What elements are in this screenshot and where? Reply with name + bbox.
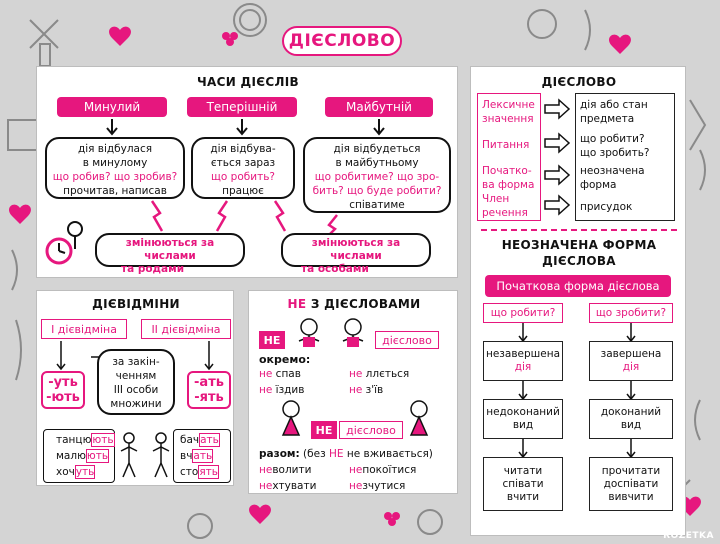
conjugation-second-scroll (173, 429, 231, 483)
tense-future-question-1: що робитиме? що зро- (314, 171, 440, 183)
verb-prop-right-0-1: дія або стан (580, 99, 648, 111)
sunflower-icon (418, 510, 442, 534)
infinitive-left-1 (483, 399, 563, 439)
watermark: ROZETKA (663, 531, 714, 541)
ne-together-2: непокоїтися (349, 464, 417, 476)
tense-present-question: що робить? (211, 171, 275, 183)
conjugation-first-example-1: малюють (56, 450, 109, 462)
verb-props-panel (470, 66, 686, 536)
verb-prop-left-2 (482, 164, 534, 192)
wheat-icon (585, 10, 590, 50)
infinitive-right-2-3: вивчити (608, 490, 654, 503)
infinitive-right-0-2: дія (622, 361, 640, 373)
infinitive-right-1 (589, 399, 673, 439)
conjugation-first-ending-2: -ють (46, 390, 80, 405)
tense-note-left-1: змінюються за числами (125, 237, 215, 262)
verb-prop-left-2-1: Початко- (482, 165, 532, 177)
infinitive-right-1-2: вид (620, 419, 642, 431)
infinitive-right-0 (589, 341, 673, 381)
tense-future-example: співатиме (349, 199, 405, 211)
infinitive-left-2 (483, 457, 563, 511)
tense-future-question-2: бить? що буде робити? (312, 185, 442, 197)
verb-prop-left-3-2: речення (482, 207, 528, 219)
ne-label-top: НЕ (259, 331, 285, 349)
ne-together-heading (259, 447, 433, 461)
conjugation-center-4: множини (110, 398, 162, 410)
conjugation-second-endings (187, 371, 231, 409)
tense-future-tag: Майбутній (325, 97, 433, 117)
verb-prop-right-2-2: форма (580, 179, 617, 191)
verb-prop-right-1-1: що робити? (580, 133, 645, 145)
clock-icon (41, 217, 91, 269)
verb-prop-right-3-1: присудок (580, 201, 633, 213)
infinitive-right-0-1: завершена (600, 348, 662, 360)
tense-present-desc-2: ється зараз (210, 157, 276, 169)
infinitive-heading (471, 237, 687, 269)
ne-together-1: нехтувати (259, 480, 317, 492)
ending-highlight: ють (92, 434, 114, 446)
tense-note-right (281, 233, 431, 275)
tense-past-example: прочитав, написав (63, 185, 167, 197)
tense-past-cloud (45, 137, 185, 199)
verb-prop-left-0-1: Лексичне (482, 99, 535, 111)
infinitive-left-1-1: недоконаний (486, 406, 560, 418)
conjugation-heading: ДІЄВІДМІНИ (92, 297, 180, 311)
infinitive-left-2-3: вчити (506, 490, 540, 503)
infinitive-heading-1: НЕОЗНАЧЕНА ФОРМА (501, 238, 657, 252)
conjugation-second-ending-1: -ать (194, 375, 224, 390)
page-title: ДІЄСЛОВО (282, 26, 402, 56)
sunflower-icon (528, 10, 556, 38)
tense-future-desc-1: дія відбудеться (333, 143, 421, 155)
conjugation-second-example-1: вчать (180, 450, 213, 462)
infinitive-left-0-2: дія (514, 361, 532, 373)
tense-present-desc-1: дія відбува- (210, 143, 276, 155)
verb-prop-right-3 (580, 200, 632, 214)
sunflower-icon (188, 514, 212, 538)
infinitive-heading-2: ДІЄСЛОВА (542, 254, 616, 268)
ne-heading (249, 297, 459, 311)
wheat-icon (695, 400, 700, 440)
windmill-icon (30, 20, 58, 66)
girl-icon (273, 399, 309, 445)
conjugation-first-endings (41, 371, 85, 409)
ne-verb-label-bottom: дієслово (339, 421, 403, 439)
conjugation-panel (36, 290, 234, 486)
conjugation-first-example-0: танцюють (56, 434, 114, 446)
conjugation-second-example-2: стоять (180, 466, 218, 478)
verb-prop-right-1-2: що зробить? (580, 147, 650, 159)
verb-prop-left-1-1: Питання (482, 139, 530, 151)
ne-separate-2: не ллється (349, 368, 410, 380)
verb-prop-left-1 (482, 138, 529, 152)
verb-props-right-column (575, 93, 675, 221)
ne-separate-0: не спав (259, 368, 301, 380)
conjugation-first-example-2: хочуть (56, 466, 95, 478)
ne-label-bottom: НЕ (311, 421, 337, 439)
ne-separately-label: окремо: (259, 353, 311, 366)
ne-heading-pink: НЕ (287, 297, 307, 311)
boy-icon (289, 315, 329, 355)
infinitive-q-right: що зробити? (589, 303, 673, 323)
infinitive-q-left: що робити? (483, 303, 563, 323)
verb-prop-right-2 (580, 164, 645, 192)
verb-prop-right-0-2: предмета (580, 113, 635, 125)
ne-separate-3: не з'їв (349, 384, 384, 396)
ne-together-note-b: не вживається) (343, 448, 433, 460)
infinitive-right-2 (589, 457, 673, 511)
verb-prop-left-3-1: Член (482, 193, 510, 205)
tense-note-left (95, 233, 245, 275)
embroidery-icon (690, 100, 705, 150)
tense-note-right-2: та особами (301, 263, 369, 275)
ending-highlight: ють (86, 450, 109, 462)
tense-past-tag: Минулий (57, 97, 167, 117)
infinitive-left-2-1: читати (503, 464, 543, 477)
conjugation-center-1: за закін- (112, 356, 160, 368)
infinitive-left-0 (483, 341, 563, 381)
conjugation-center-2: ченням (115, 370, 157, 382)
ending-highlight: ать (200, 434, 219, 446)
verb-props-arrows (543, 93, 573, 221)
ne-separate-1: не їздив (259, 384, 305, 396)
lightning-arrows (37, 197, 459, 237)
tense-past-desc-2: в минулому (82, 157, 148, 169)
sunflower-icon (240, 10, 260, 30)
section-divider (481, 229, 677, 231)
boy-icon (333, 315, 373, 355)
ending-highlight: ать (193, 450, 213, 462)
tense-present-cloud (191, 137, 295, 199)
ne-together-note-ne: НЕ (329, 448, 344, 460)
ne-verb-label-top: дієслово (375, 331, 439, 349)
ne-heading-rest: З ДІЄСЛОВАМИ (306, 297, 421, 311)
verb-prop-right-0 (580, 98, 648, 126)
wheat-icon (12, 250, 17, 290)
verb-prop-right-1 (580, 132, 650, 160)
infinitive-left-1-2: вид (512, 419, 534, 431)
conjugation-second-example-0: бачать (180, 434, 219, 446)
embroidery-icon (8, 120, 38, 150)
tenses-panel (36, 66, 458, 278)
verb-prop-left-0 (482, 98, 535, 126)
wheat-icon (16, 320, 21, 380)
ne-together-label: разом: (259, 448, 300, 460)
conjugation-first-scroll (43, 429, 115, 483)
infinitive-left-2-2: співати (502, 477, 544, 490)
verb-props-heading: ДІЄСЛОВО (541, 75, 617, 89)
conjugation-first-ending-1: -уть (48, 375, 78, 390)
ne-together-note-a: (без (299, 448, 329, 460)
ending-highlight: ять (199, 466, 218, 478)
conjugation-second-ending-2: -ять (194, 390, 224, 405)
verb-prop-left-3 (482, 192, 528, 220)
conjugation-second-tag: ІІ дієвідміна (141, 319, 231, 339)
infinitive-right-1-1: доконаний (600, 406, 662, 418)
tense-past-question: що робив? що зробив? (52, 171, 178, 183)
ne-together-0: неволити (259, 464, 312, 476)
person-icon (149, 431, 175, 481)
verb-prop-left-2-2: ва форма (482, 179, 535, 191)
verb-props-left-column (477, 93, 541, 221)
wheat-icon (700, 150, 705, 190)
conjugation-center-3: ІІІ особи (113, 384, 159, 396)
conjugation-first-tag: І дієвідміна (41, 319, 127, 339)
infinitive-banner: Початкова форма дієслова (485, 275, 671, 297)
infinitive-right-2-2: доспівати (603, 477, 659, 490)
infinitive-left-0-1: незавершена (485, 348, 561, 360)
ne-panel (248, 290, 458, 494)
verb-prop-right-2-1: неозначена (580, 165, 645, 177)
conjugation-center (97, 349, 175, 415)
infinitive-right-2-1: прочитати (601, 464, 661, 477)
tense-future-desc-2: в майбутньому (335, 157, 419, 169)
tenses-heading: ЧАСИ ДІЄСЛІВ (197, 75, 299, 89)
tense-present-example: працює (222, 185, 264, 197)
verb-prop-left-0-2: значення (482, 113, 534, 125)
person-icon (117, 431, 143, 481)
girl-icon (401, 399, 437, 445)
ne-together-3: незчутися (349, 480, 406, 492)
tense-note-right-1: змінюються за числами (311, 237, 401, 262)
ending-highlight: уть (75, 466, 95, 478)
tense-past-desc-1: дія відбулася (77, 143, 153, 155)
tense-present-tag: Теперішній (187, 97, 297, 117)
tense-note-left-2: та родами (121, 263, 185, 275)
tense-arrows (37, 117, 459, 137)
